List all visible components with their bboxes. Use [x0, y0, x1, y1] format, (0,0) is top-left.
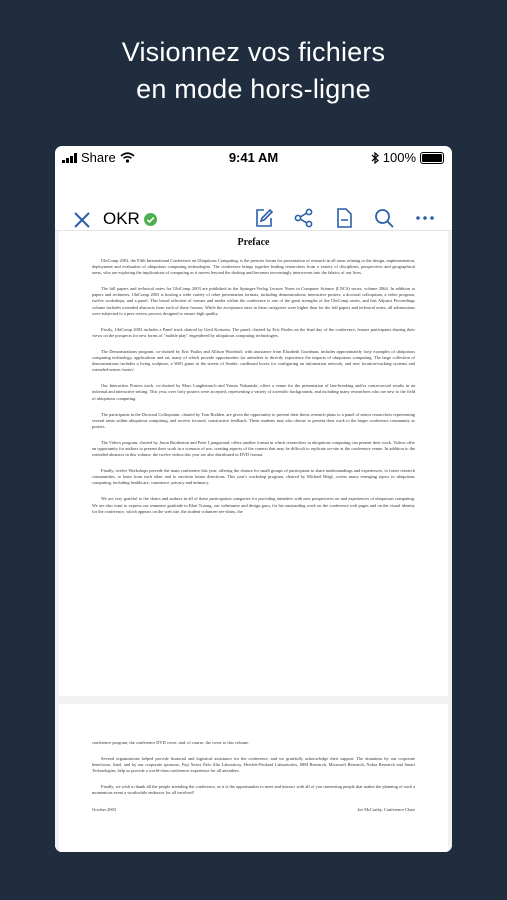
- status-right: [371, 150, 444, 165]
- document-page-1: [59, 231, 448, 696]
- edit-icon[interactable]: [253, 207, 275, 229]
- phone-screen: [55, 146, 452, 852]
- headline-line1: Visionnez vos fichiers: [121, 37, 386, 67]
- carrier-label: Share: [81, 150, 116, 165]
- paragraph: Finally, we wish to thank all the people attending the conference, as it is the opportunities to meet and interact with all of you interesting people that makes the planning of such a momentous event a worthwhile endeavor for all involved!: [92, 784, 415, 796]
- paragraph: The Videos program, chaired by Jason Brotherton and Peter Ljungstrand, offers another format in which researchers in ubiquitous computing can present their work. Videos offer an opportunity for authors to present their work in a scenario of use, creating aspects of the context that may be difficult to replicate on-site at the conference venue. In addition to the extended abstracts in this volume, the twelve videos this year are also distributed in DVD format.: [92, 439, 415, 458]
- paragraph: The participants in the Doctoral Colloquium, chaired by Tom Rodden, are given the opportunity to present their thesis research plans to a panel of senior researchers representing several areas within ubiquitous computing, and receive focused, constructive feedback. These students may also choose to present their work to the larger conference community as posters.: [92, 411, 415, 429]
- share-icon[interactable]: [293, 207, 315, 229]
- paragraph: Several organizations helped provide financial and logistical assistance for the conference, and we gratefully acknowledge their support. The donations by our corporate benefactor, Intel, and by our corporate sponsors, Fuji Xerox Palo Alto Laboratory, Hewlett-Packard Laboratories, IBM Research, Microsoft Research, Nokia Research and Smart Technologies, help us provide a world-class conference experience for all attendees.: [92, 756, 415, 774]
- paragraph: Our Interactive Posters track, co-chaired by Marc Langheinrich and Yasuto Nakanishi, offers a venue for the presentation of late-breaking and/or controversial results in an informal and interactive setting. This year, over forty posters were accepted, representing a variety of scientific backgrounds, and including many researchers who are new to the field of ubiquitous computing.: [92, 383, 415, 401]
- document-icon[interactable]: [333, 207, 355, 229]
- battery-icon: [420, 152, 444, 164]
- status-bar: [55, 146, 452, 168]
- status-time: 9:41 AM: [228, 150, 279, 165]
- paragraph: conference program, the conference DVD cover, and, of course, the cover to this volume.: [92, 740, 250, 745]
- paragraph: Firstly, UbiComp 2003 includes a Panel track chaired by Gerd Kortuem. The panel, chaired by Eric Paulos on the final day of the conference, feature participants sharing their views on the prospects for new forms of "mobile play" engendered by ubiquitous computing technologies.: [92, 326, 415, 338]
- signoff-name: Joe McCarthy, Conference Chair: [357, 806, 415, 812]
- close-icon[interactable]: [72, 210, 92, 230]
- paragraph: The full papers and technical notes for UbiComp 2003 are published in the Springer-Verlag Lecture Notes in Computer Science (LNCS) series, volume 2864. In addition to papers and technotes, UbiComp 2003 is hosting a wide variety of other presentation formats, including demonstrations, interactive posters, a doctoral colloquium, a video program, twelve workshops, and a panel. This broad selection of venues and media within the conference is one of the great strengths of the UbiComp series, and this Adjunct Proceedings volume includes extended abstracts from each of these forums. While the acceptance rates in these categories were higher than for the full papers and technical notes, all submissions were subjected to a peer review process designed to ensure high quality.: [92, 286, 415, 316]
- paragraph: The Demonstrations program, co-chaired by Eric Paulos and Allison Woodruff, with assistance from Elizabeth Goodman, includes approximately forty examples of ubiquitous computing technology, applications and art, many of which provide opportunities for attendees to directly experience the impacts of ubiquitous computing. The large collection of demonstrations includes a living sculpture, a WiFi game in the streets of Seattle, cardboard boxes for configuring an information network, and new location-tracking systems and extended-senses 'motes'.: [92, 348, 415, 373]
- signoff: [92, 807, 415, 812]
- search-icon[interactable]: [373, 207, 395, 229]
- document-viewer[interactable]: [55, 231, 452, 852]
- headline-line2: en mode hors-ligne: [136, 74, 371, 104]
- battery-label: 100%: [382, 150, 416, 165]
- document-title: OKR: [103, 209, 140, 228]
- bluetooth-icon: [371, 152, 379, 164]
- paragraph: We are very grateful to the chairs and authors in all of these participation categories for providing attendees with new perspectives on and experiences of ubiquitous computing. We are also want to express our immense gratitude to Khai Truong, our webmaster and design guru, for his outstanding work on the conference web pages and on the visual identity for the conference, which appears on the web site, the student volunteer tee-shirts, the: [92, 496, 415, 514]
- signoff-date: October 2003: [92, 806, 117, 812]
- promo-headline: [0, 34, 507, 108]
- more-icon[interactable]: [414, 207, 436, 229]
- page-heading: Preface: [237, 237, 270, 248]
- document-page-2: [59, 704, 448, 852]
- synced-check-icon: [144, 213, 157, 226]
- paragraph: Finally, twelve Workshops precede the main conference this year, offering the chance for small groups of participants to share understandings and experiences, to foster research communities, to learn from each other and to envision future directions. This year's workshop program, chaired by Michael Beigl, covers many emerging topics in ubiquitous computing, including healthcare, commerce, privacy and intimacy.: [92, 468, 415, 486]
- paragraph: UbiComp 2003, the Fifth International Conference on Ubiquitous Computing, is the premier forum for presentation of research in all areas relating to the design, implementation, deployment and evaluation of ubiquitous computing technologies. The conference brings together leading researchers from a variety of disciplines, perspectives and geographical areas, who are exploring the implications of computing as it moves beyond the desktop and becomes increasingly interwoven into the fabrics of our lives.: [92, 258, 415, 276]
- toolbar: [55, 168, 452, 231]
